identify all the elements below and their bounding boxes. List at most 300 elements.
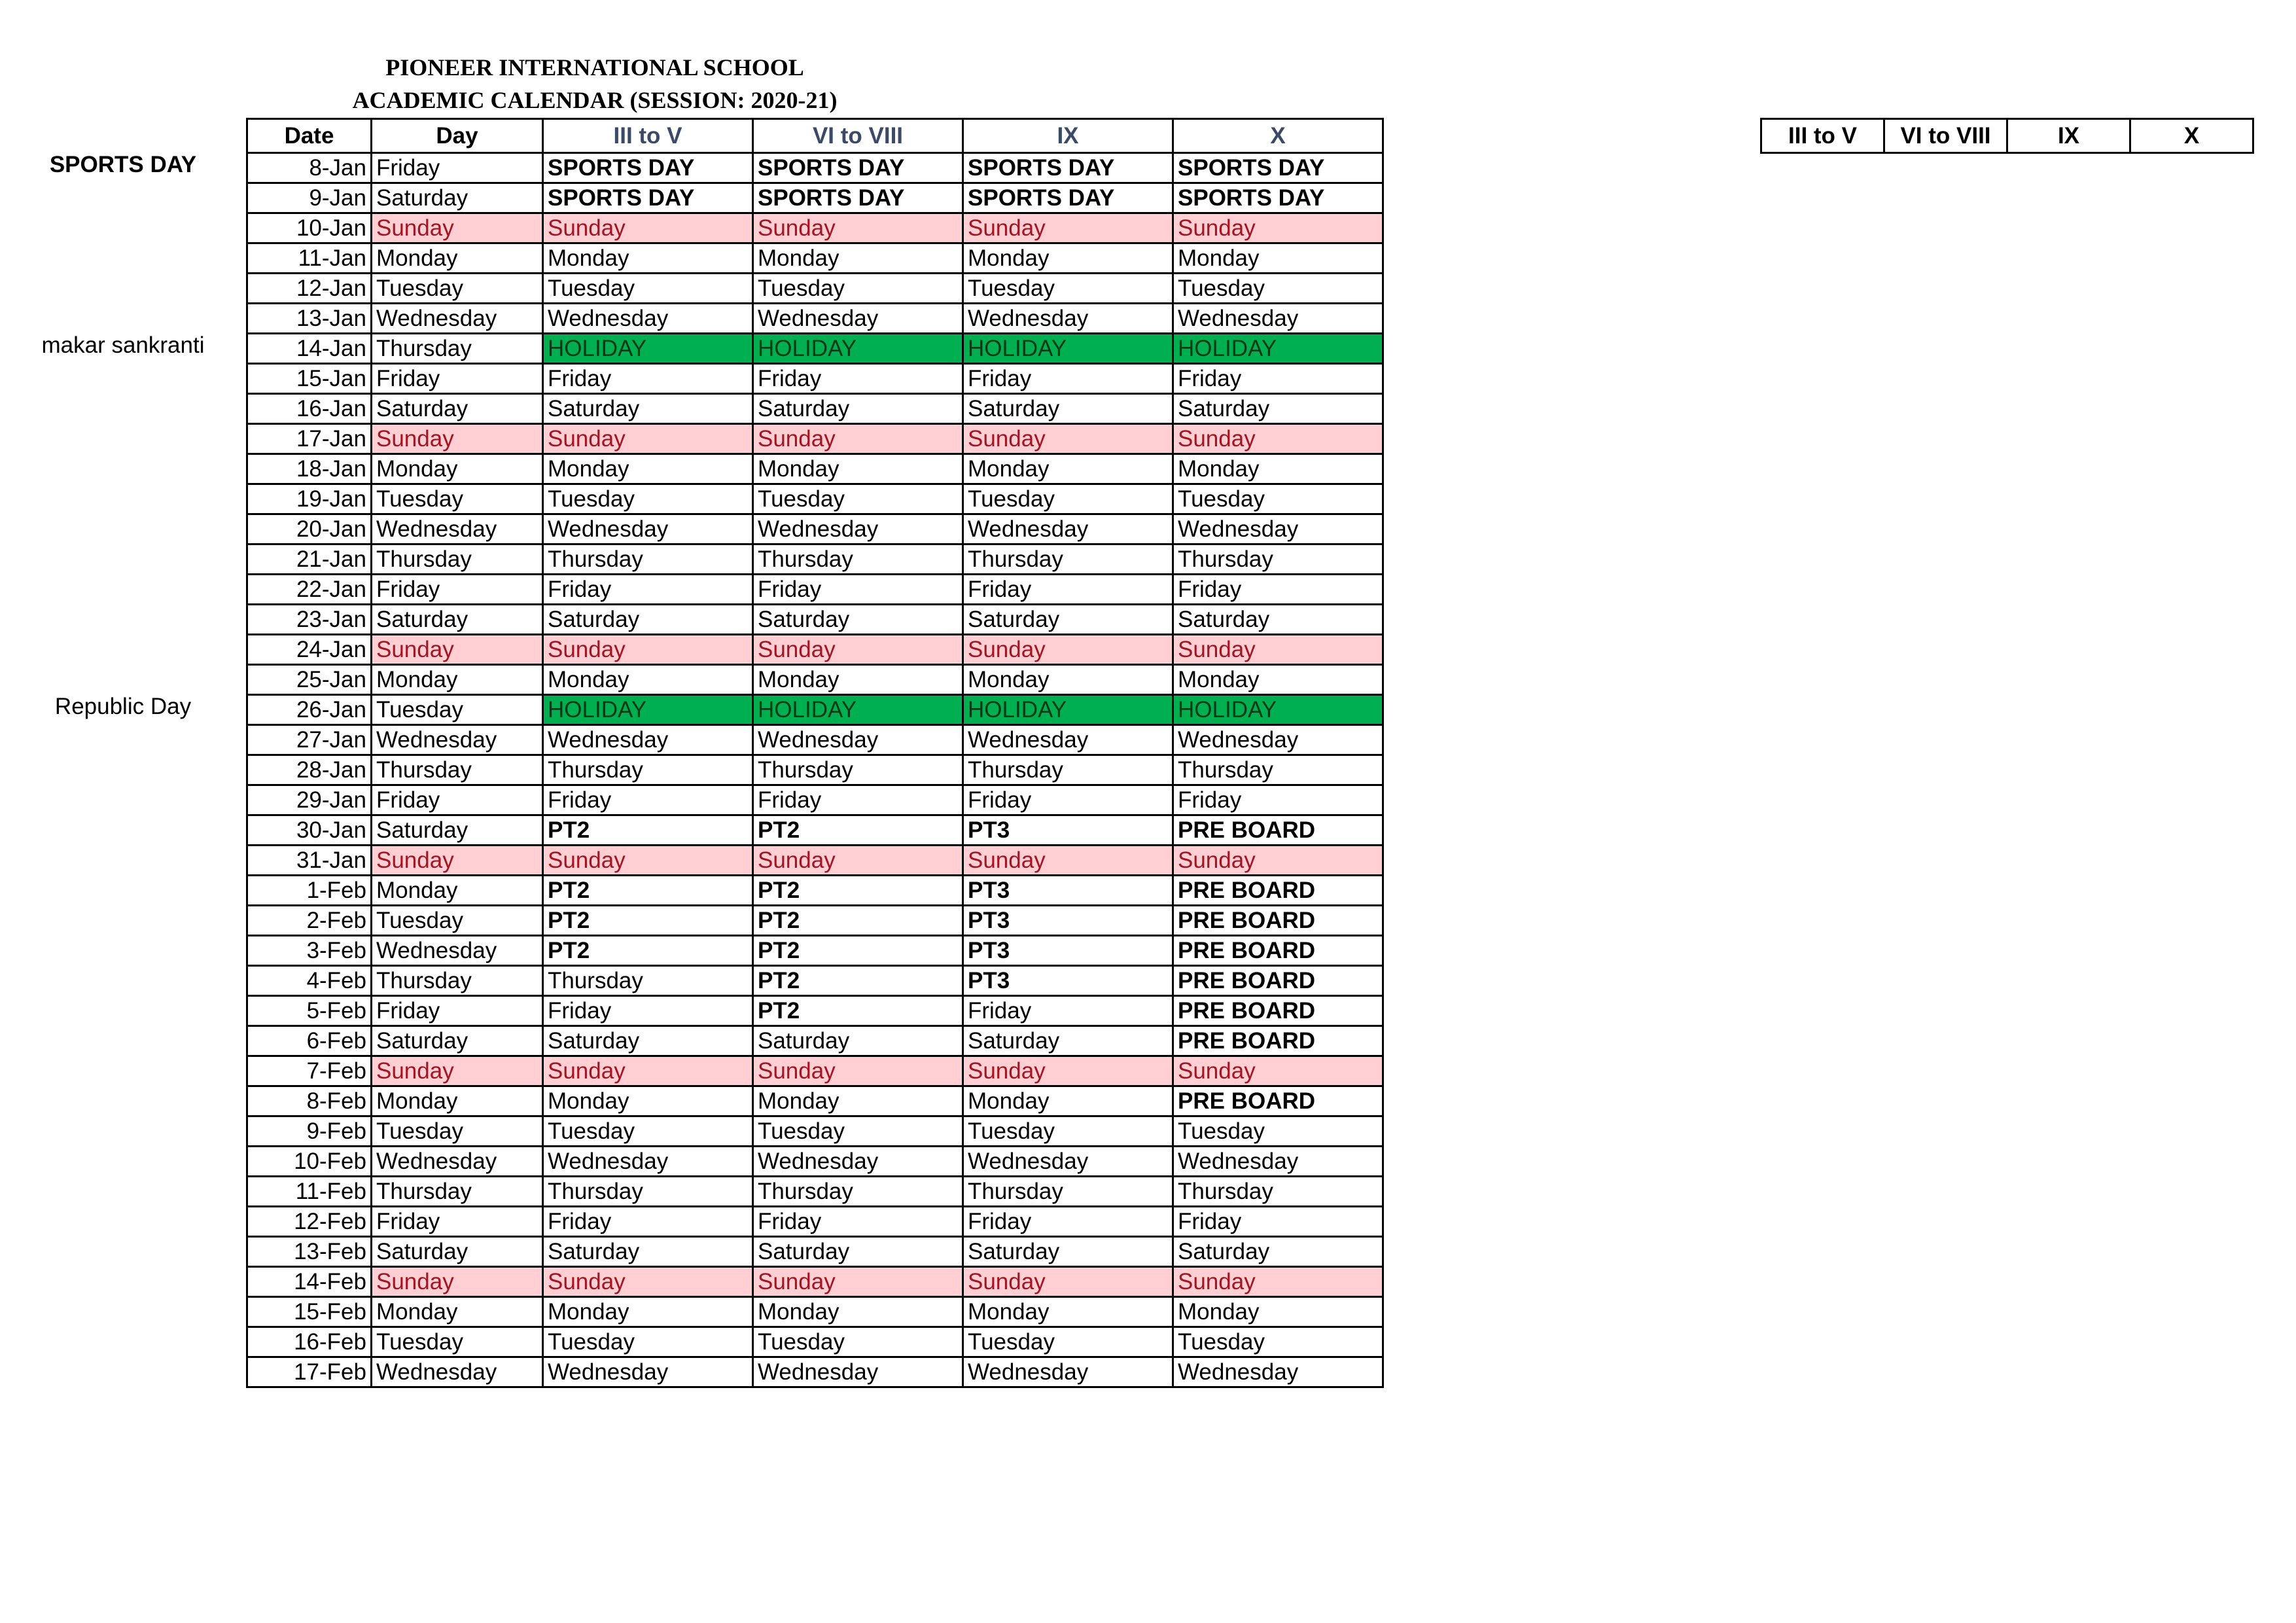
date-cell: 8-Jan	[247, 153, 372, 183]
ix-cell: Sunday	[963, 1056, 1173, 1086]
table-row	[247, 274, 1383, 304]
iii-to-v-cell: Wednesday	[543, 1147, 753, 1177]
vi-to-viii-cell: Monday	[753, 1086, 963, 1116]
iii-to-v-cell: Friday	[543, 364, 753, 394]
date-cell: 4-Feb	[247, 966, 372, 996]
header-vi-to-viii: VI to VIII	[753, 119, 963, 153]
iii-to-v-cell: Thursday	[543, 755, 753, 785]
calendar-rows	[247, 153, 1383, 1387]
vi-to-viii-cell: PT2	[753, 815, 963, 846]
x-cell: Wednesday	[1173, 304, 1383, 334]
day-cell: Monday	[372, 1086, 543, 1116]
date-cell: 15-Feb	[247, 1297, 372, 1327]
table-row	[247, 1267, 1383, 1297]
x-cell: PRE BOARD	[1173, 936, 1383, 966]
x-cell: Friday	[1173, 1207, 1383, 1237]
vi-to-viii-cell: Sunday	[753, 1056, 963, 1086]
right-header-ix: IX	[2007, 119, 2130, 153]
day-cell: Monday	[372, 876, 543, 906]
day-cell: Thursday	[372, 966, 543, 996]
day-cell: Monday	[372, 243, 543, 274]
right-header-x: X	[2130, 119, 2253, 153]
date-cell: 9-Feb	[247, 1116, 372, 1147]
vi-to-viii-cell: PT2	[753, 906, 963, 936]
vi-to-viii-cell: Sunday	[753, 846, 963, 876]
day-cell: Sunday	[372, 1267, 543, 1297]
table-row	[247, 1237, 1383, 1267]
table-row	[247, 1086, 1383, 1116]
iii-to-v-cell: Tuesday	[543, 1327, 753, 1357]
table-row	[247, 966, 1383, 996]
iii-to-v-cell: Saturday	[543, 1237, 753, 1267]
table-row	[247, 424, 1383, 454]
date-cell: 13-Feb	[247, 1237, 372, 1267]
day-cell: Sunday	[372, 846, 543, 876]
x-cell: Sunday	[1173, 1056, 1383, 1086]
ix-cell: Friday	[963, 785, 1173, 815]
ix-cell: Wednesday	[963, 304, 1173, 334]
vi-to-viii-cell: Sunday	[753, 213, 963, 243]
day-cell: Thursday	[372, 1177, 543, 1207]
right-header-iii-to-v: III to V	[1761, 119, 1884, 153]
ix-cell: Sunday	[963, 424, 1173, 454]
calendar-session-title: ACADEMIC CALENDAR (SESSION: 2020-21)	[352, 87, 838, 113]
side-label: SPORTS DAY	[49, 152, 197, 177]
date-cell: 15-Jan	[247, 364, 372, 394]
iii-to-v-cell: Saturday	[543, 605, 753, 635]
x-cell: Wednesday	[1173, 514, 1383, 544]
ix-cell: SPORTS DAY	[963, 183, 1173, 213]
table-header-row	[247, 119, 1383, 153]
side-label: makar sankranti	[41, 332, 205, 358]
vi-to-viii-cell: Sunday	[753, 1267, 963, 1297]
table-row	[247, 454, 1383, 484]
day-cell: Friday	[372, 1207, 543, 1237]
ix-cell: Monday	[963, 454, 1173, 484]
x-cell: Wednesday	[1173, 1147, 1383, 1177]
iii-to-v-cell: Monday	[543, 243, 753, 274]
vi-to-viii-cell: Saturday	[753, 1026, 963, 1056]
header-iii-to-v: III to V	[543, 119, 753, 153]
x-cell: Sunday	[1173, 213, 1383, 243]
day-cell: Sunday	[372, 1056, 543, 1086]
vi-to-viii-cell: HOLIDAY	[753, 334, 963, 364]
calendar-school-title: PIONEER INTERNATIONAL SCHOOL	[385, 54, 804, 80]
table-row	[247, 996, 1383, 1026]
iii-to-v-cell: SPORTS DAY	[543, 183, 753, 213]
iii-to-v-cell: Friday	[543, 785, 753, 815]
table-row	[247, 364, 1383, 394]
day-cell: Tuesday	[372, 484, 543, 514]
vi-to-viii-cell: Monday	[753, 665, 963, 695]
iii-to-v-cell: Wednesday	[543, 1357, 753, 1387]
date-cell: 6-Feb	[247, 1026, 372, 1056]
header-date: Date	[247, 119, 372, 153]
day-cell: Wednesday	[372, 936, 543, 966]
ix-cell: Saturday	[963, 1026, 1173, 1056]
x-cell: Tuesday	[1173, 1116, 1383, 1147]
table-row	[247, 785, 1383, 815]
ix-cell: Tuesday	[963, 274, 1173, 304]
day-cell: Tuesday	[372, 906, 543, 936]
right-header-table	[1760, 118, 2254, 154]
iii-to-v-cell: PT2	[543, 906, 753, 936]
ix-cell: Wednesday	[963, 1357, 1173, 1387]
date-cell: 30-Jan	[247, 815, 372, 846]
day-cell: Saturday	[372, 183, 543, 213]
vi-to-viii-cell: Tuesday	[753, 1327, 963, 1357]
day-cell: Friday	[372, 364, 543, 394]
date-cell: 12-Feb	[247, 1207, 372, 1237]
ix-cell: Sunday	[963, 635, 1173, 665]
date-cell: 31-Jan	[247, 846, 372, 876]
date-cell: 10-Jan	[247, 213, 372, 243]
vi-to-viii-cell: SPORTS DAY	[753, 153, 963, 183]
date-cell: 18-Jan	[247, 454, 372, 484]
x-cell: Friday	[1173, 364, 1383, 394]
right-header-row	[1760, 119, 2253, 153]
x-cell: Wednesday	[1173, 725, 1383, 755]
ix-cell: Sunday	[963, 1267, 1173, 1297]
vi-to-viii-cell: PT2	[753, 996, 963, 1026]
iii-to-v-cell: Sunday	[543, 1267, 753, 1297]
iii-to-v-cell: PT2	[543, 815, 753, 846]
ix-cell: Tuesday	[963, 484, 1173, 514]
iii-to-v-cell: Sunday	[543, 635, 753, 665]
iii-to-v-cell: HOLIDAY	[543, 695, 753, 725]
header-day: Day	[372, 119, 543, 153]
day-cell: Thursday	[372, 755, 543, 785]
table-row	[247, 243, 1383, 274]
x-cell: PRE BOARD	[1173, 815, 1383, 846]
ix-cell: Monday	[963, 1086, 1173, 1116]
table-row	[247, 1177, 1383, 1207]
x-cell: PRE BOARD	[1173, 876, 1383, 906]
x-cell: Sunday	[1173, 424, 1383, 454]
table-row	[247, 544, 1383, 575]
x-cell: PRE BOARD	[1173, 996, 1383, 1026]
x-cell: PRE BOARD	[1173, 906, 1383, 936]
table-row	[247, 153, 1383, 183]
table-row	[247, 484, 1383, 514]
table-row	[247, 936, 1383, 966]
iii-to-v-cell: SPORTS DAY	[543, 153, 753, 183]
ix-cell: Friday	[963, 364, 1173, 394]
date-cell: 24-Jan	[247, 635, 372, 665]
iii-to-v-cell: Monday	[543, 665, 753, 695]
iii-to-v-cell: Friday	[543, 575, 753, 605]
date-cell: 3-Feb	[247, 936, 372, 966]
vi-to-viii-cell: Friday	[753, 785, 963, 815]
ix-cell: Monday	[963, 665, 1173, 695]
date-cell: 27-Jan	[247, 725, 372, 755]
ix-cell: Thursday	[963, 1177, 1173, 1207]
day-cell: Friday	[372, 153, 543, 183]
x-cell: Friday	[1173, 785, 1383, 815]
right-header-vi-to-viii: VI to VIII	[1884, 119, 2007, 153]
table-row	[247, 1327, 1383, 1357]
vi-to-viii-cell: Wednesday	[753, 725, 963, 755]
iii-to-v-cell: Sunday	[543, 424, 753, 454]
day-cell: Tuesday	[372, 695, 543, 725]
vi-to-viii-cell: Wednesday	[753, 304, 963, 334]
x-cell: Monday	[1173, 454, 1383, 484]
vi-to-viii-cell: Friday	[753, 575, 963, 605]
ix-cell: PT3	[963, 876, 1173, 906]
day-cell: Saturday	[372, 1237, 543, 1267]
ix-cell: Friday	[963, 575, 1173, 605]
vi-to-viii-cell: Wednesday	[753, 514, 963, 544]
day-cell: Friday	[372, 785, 543, 815]
ix-cell: Friday	[963, 1207, 1173, 1237]
date-cell: 17-Jan	[247, 424, 372, 454]
day-cell: Wednesday	[372, 304, 543, 334]
ix-cell: Thursday	[963, 755, 1173, 785]
iii-to-v-cell: PT2	[543, 876, 753, 906]
table-row	[247, 876, 1383, 906]
ix-cell: PT3	[963, 936, 1173, 966]
date-cell: 16-Jan	[247, 394, 372, 424]
date-cell: 9-Jan	[247, 183, 372, 213]
ix-cell: Monday	[963, 243, 1173, 274]
iii-to-v-cell: Monday	[543, 1086, 753, 1116]
x-cell: SPORTS DAY	[1173, 183, 1383, 213]
date-cell: 23-Jan	[247, 605, 372, 635]
date-cell: 25-Jan	[247, 665, 372, 695]
day-cell: Friday	[372, 575, 543, 605]
x-cell: Sunday	[1173, 1267, 1383, 1297]
day-cell: Tuesday	[372, 1327, 543, 1357]
iii-to-v-cell: Tuesday	[543, 484, 753, 514]
iii-to-v-cell: Saturday	[543, 1026, 753, 1056]
day-cell: Wednesday	[372, 725, 543, 755]
date-cell: 12-Jan	[247, 274, 372, 304]
table-row	[247, 1116, 1383, 1147]
date-cell: 26-Jan	[247, 695, 372, 725]
date-cell: 14-Jan	[247, 334, 372, 364]
x-cell: Tuesday	[1173, 1327, 1383, 1357]
vi-to-viii-cell: Thursday	[753, 544, 963, 575]
vi-to-viii-cell: HOLIDAY	[753, 695, 963, 725]
day-cell: Sunday	[372, 635, 543, 665]
date-cell: 17-Feb	[247, 1357, 372, 1387]
date-cell: 2-Feb	[247, 906, 372, 936]
day-cell: Saturday	[372, 605, 543, 635]
iii-to-v-cell: Thursday	[543, 544, 753, 575]
date-cell: 20-Jan	[247, 514, 372, 544]
ix-cell: Saturday	[963, 605, 1173, 635]
day-cell: Wednesday	[372, 1147, 543, 1177]
x-cell: PRE BOARD	[1173, 1086, 1383, 1116]
ix-cell: Saturday	[963, 394, 1173, 424]
table-row	[247, 665, 1383, 695]
date-cell: 8-Feb	[247, 1086, 372, 1116]
table-row	[247, 213, 1383, 243]
day-cell: Tuesday	[372, 274, 543, 304]
iii-to-v-cell: Sunday	[543, 213, 753, 243]
x-cell: Tuesday	[1173, 274, 1383, 304]
ix-cell: PT3	[963, 966, 1173, 996]
ix-cell: SPORTS DAY	[963, 153, 1173, 183]
vi-to-viii-cell: Sunday	[753, 424, 963, 454]
table-row	[247, 575, 1383, 605]
ix-cell: Wednesday	[963, 1147, 1173, 1177]
x-cell: Thursday	[1173, 755, 1383, 785]
day-cell: Tuesday	[372, 1116, 543, 1147]
date-cell: 13-Jan	[247, 304, 372, 334]
academic-calendar-table	[246, 118, 1384, 1388]
vi-to-viii-cell: Friday	[753, 1207, 963, 1237]
x-cell: PRE BOARD	[1173, 966, 1383, 996]
date-cell: 19-Jan	[247, 484, 372, 514]
date-cell: 16-Feb	[247, 1327, 372, 1357]
iii-to-v-cell: Monday	[543, 1297, 753, 1327]
iii-to-v-cell: PT2	[543, 936, 753, 966]
date-cell: 22-Jan	[247, 575, 372, 605]
day-cell: Thursday	[372, 334, 543, 364]
x-cell: Sunday	[1173, 635, 1383, 665]
iii-to-v-cell: Tuesday	[543, 274, 753, 304]
table-row	[247, 304, 1383, 334]
x-cell: PRE BOARD	[1173, 1026, 1383, 1056]
table-row	[247, 605, 1383, 635]
table-row	[247, 815, 1383, 846]
table-row	[247, 394, 1383, 424]
ix-cell: Thursday	[963, 544, 1173, 575]
table-row	[247, 846, 1383, 876]
ix-cell: Friday	[963, 996, 1173, 1026]
iii-to-v-cell: Wednesday	[543, 304, 753, 334]
vi-to-viii-cell: Monday	[753, 243, 963, 274]
ix-cell: PT3	[963, 906, 1173, 936]
table-row	[247, 1147, 1383, 1177]
ix-cell: Wednesday	[963, 514, 1173, 544]
table-row	[247, 725, 1383, 755]
day-cell: Saturday	[372, 394, 543, 424]
x-cell: Saturday	[1173, 605, 1383, 635]
iii-to-v-cell: Friday	[543, 996, 753, 1026]
day-cell: Saturday	[372, 815, 543, 846]
iii-to-v-cell: HOLIDAY	[543, 334, 753, 364]
day-cell: Monday	[372, 1297, 543, 1327]
iii-to-v-cell: Monday	[543, 454, 753, 484]
ix-cell: Sunday	[963, 846, 1173, 876]
ix-cell: Sunday	[963, 213, 1173, 243]
day-cell: Monday	[372, 665, 543, 695]
x-cell: HOLIDAY	[1173, 334, 1383, 364]
ix-cell: HOLIDAY	[963, 334, 1173, 364]
vi-to-viii-cell: Monday	[753, 454, 963, 484]
x-cell: Saturday	[1173, 394, 1383, 424]
day-cell: Friday	[372, 996, 543, 1026]
vi-to-viii-cell: Saturday	[753, 394, 963, 424]
iii-to-v-cell: Sunday	[543, 1056, 753, 1086]
vi-to-viii-cell: SPORTS DAY	[753, 183, 963, 213]
date-cell: 7-Feb	[247, 1056, 372, 1086]
iii-to-v-cell: Wednesday	[543, 514, 753, 544]
date-cell: 14-Feb	[247, 1267, 372, 1297]
x-cell: Thursday	[1173, 1177, 1383, 1207]
vi-to-viii-cell: Saturday	[753, 1237, 963, 1267]
iii-to-v-cell: Tuesday	[543, 1116, 753, 1147]
date-cell: 11-Feb	[247, 1177, 372, 1207]
side-label: Republic Day	[54, 694, 192, 719]
ix-cell: Saturday	[963, 1237, 1173, 1267]
day-cell: Sunday	[372, 424, 543, 454]
x-cell: Sunday	[1173, 846, 1383, 876]
ix-cell: HOLIDAY	[963, 695, 1173, 725]
day-cell: Monday	[372, 454, 543, 484]
iii-to-v-cell: Thursday	[543, 1177, 753, 1207]
header-ix: IX	[963, 119, 1173, 153]
x-cell: Saturday	[1173, 1237, 1383, 1267]
table-row	[247, 1026, 1383, 1056]
date-cell: 1-Feb	[247, 876, 372, 906]
table-row	[247, 755, 1383, 785]
header-x: X	[1173, 119, 1383, 153]
table-row	[247, 695, 1383, 725]
x-cell: Monday	[1173, 243, 1383, 274]
ix-cell: Tuesday	[963, 1327, 1173, 1357]
ix-cell: Wednesday	[963, 725, 1173, 755]
table-row	[247, 514, 1383, 544]
x-cell: Thursday	[1173, 544, 1383, 575]
day-cell: Wednesday	[372, 1357, 543, 1387]
x-cell: HOLIDAY	[1173, 695, 1383, 725]
table-row	[247, 1056, 1383, 1086]
vi-to-viii-cell: Tuesday	[753, 1116, 963, 1147]
x-cell: Friday	[1173, 575, 1383, 605]
vi-to-viii-cell: Tuesday	[753, 484, 963, 514]
x-cell: SPORTS DAY	[1173, 153, 1383, 183]
vi-to-viii-cell: Tuesday	[753, 274, 963, 304]
ix-cell: Tuesday	[963, 1116, 1173, 1147]
table-row	[247, 1297, 1383, 1327]
vi-to-viii-cell: Wednesday	[753, 1357, 963, 1387]
table-row	[247, 906, 1383, 936]
table-row	[247, 1357, 1383, 1387]
x-cell: Monday	[1173, 665, 1383, 695]
table-row	[247, 334, 1383, 364]
vi-to-viii-cell: Wednesday	[753, 1147, 963, 1177]
vi-to-viii-cell: Friday	[753, 364, 963, 394]
day-cell: Sunday	[372, 213, 543, 243]
date-cell: 11-Jan	[247, 243, 372, 274]
ix-cell: PT3	[963, 815, 1173, 846]
date-cell: 21-Jan	[247, 544, 372, 575]
x-cell: Monday	[1173, 1297, 1383, 1327]
iii-to-v-cell: Saturday	[543, 394, 753, 424]
vi-to-viii-cell: PT2	[753, 936, 963, 966]
day-cell: Thursday	[372, 544, 543, 575]
day-cell: Wednesday	[372, 514, 543, 544]
ix-cell: Monday	[963, 1297, 1173, 1327]
vi-to-viii-cell: Saturday	[753, 605, 963, 635]
date-cell: 10-Feb	[247, 1147, 372, 1177]
iii-to-v-cell: Thursday	[543, 966, 753, 996]
iii-to-v-cell: Friday	[543, 1207, 753, 1237]
vi-to-viii-cell: Thursday	[753, 1177, 963, 1207]
vi-to-viii-cell: PT2	[753, 966, 963, 996]
table-row	[247, 1207, 1383, 1237]
vi-to-viii-cell: Monday	[753, 1297, 963, 1327]
day-cell: Saturday	[372, 1026, 543, 1056]
vi-to-viii-cell: PT2	[753, 876, 963, 906]
iii-to-v-cell: Sunday	[543, 846, 753, 876]
table-row	[247, 183, 1383, 213]
vi-to-viii-cell: Thursday	[753, 755, 963, 785]
date-cell: 28-Jan	[247, 755, 372, 785]
